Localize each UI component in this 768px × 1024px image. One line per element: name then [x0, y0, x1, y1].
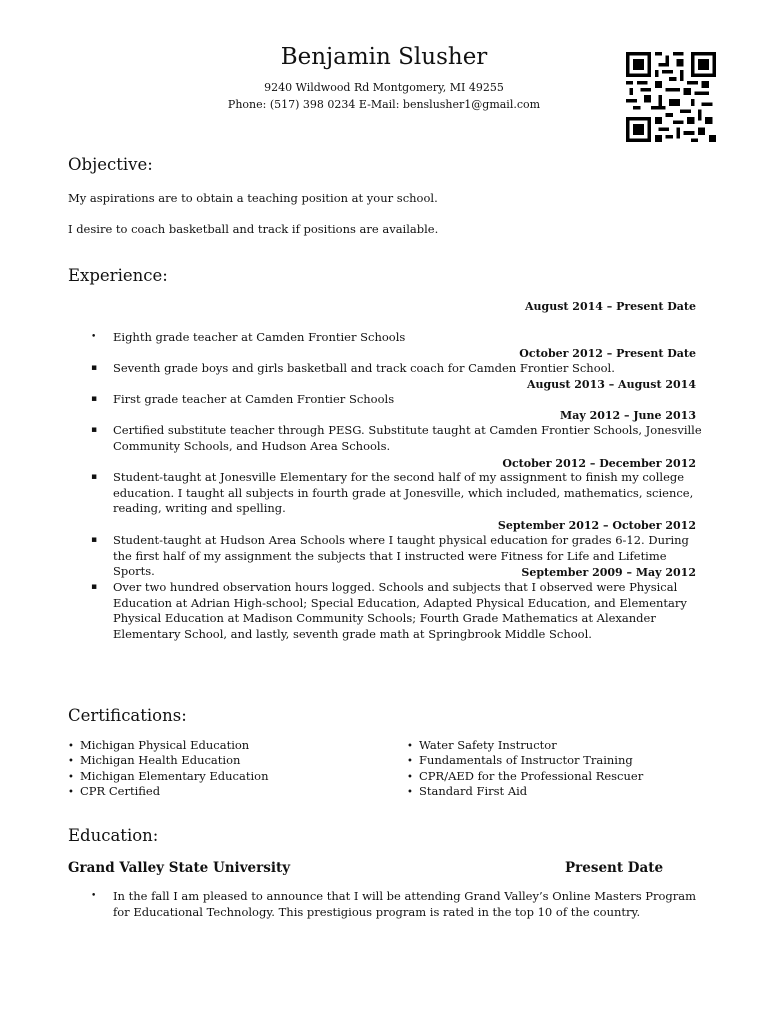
education-heading: Education: — [68, 826, 159, 845]
bullet-icon: ▪ — [91, 425, 98, 435]
experience-item: Seventh grade boys and girls basketball and track coach for Camden Frontier School. — [113, 361, 615, 375]
certification-item: • Michigan Physical Education — [68, 738, 250, 752]
experience-item: Student-taught at Hudson Area Schools where I taught physical education for grades 6-12. During the first half of my assignment the subjects that I instructed were Fitness for Life and Lifetime Sports. — [113, 533, 689, 578]
bullet-icon: ▪ — [91, 582, 98, 592]
bullet-icon: ▪ — [91, 363, 98, 373]
experience-heading: Experience: — [68, 266, 168, 285]
objective-heading: Objective: — [68, 155, 153, 174]
experience-date: September 2012 – October 2012 — [497, 519, 696, 532]
education-date: Present Date — [565, 860, 664, 876]
bullet-icon: ▪ — [91, 472, 98, 482]
bullet-icon: • — [91, 332, 97, 342]
experience-item: Certified substitute teacher through PESG. Substitute taught at Camden Frontier Schools, Jonesville Community Schools, and Hudson Area Schools. — [113, 423, 702, 453]
experience-item: Over two hundred observation hours logged. Schools and subjects that I observed were Physical Education at Adrian High-school; Special Education, Adapted Physical Education, and Elementary Physical Education at Madison Community Schools; Fourth Grade Mathematics at Alexander Elementary School, and lastly, seventh grade math at Springbrook Middle School. — [113, 580, 687, 641]
bullet-icon: • — [91, 891, 97, 901]
experience-item: First grade teacher at Camden Frontier Schools — [113, 392, 395, 406]
objective-line: I desire to coach basketball and track if positions are available. — [68, 222, 439, 236]
address-line: 9240 Wildwood Rd Montgomery, MI 49255 — [264, 81, 504, 94]
certification-item: • Michigan Elementary Education — [68, 769, 269, 783]
objective-line: My aspirations are to obtain a teaching position at your school. — [68, 191, 438, 205]
experience-date: October 2012 – Present Date — [519, 347, 696, 360]
certification-item: • Standard First Aid — [407, 784, 528, 798]
experience-date: October 2012 – December 2012 — [502, 457, 696, 470]
qr-code-icon — [626, 52, 716, 142]
certification-item: • CPR Certified — [68, 784, 161, 798]
bullet-icon: ▪ — [91, 394, 98, 404]
experience-date: May 2012 – June 2013 — [560, 409, 696, 422]
experience-date: September 2009 – May 2012 — [521, 566, 696, 579]
certification-item: • Water Safety Instructor — [407, 738, 557, 752]
contact-line: Phone: (517) 398 0234 E-Mail: benslusher1@gmail.com — [227, 98, 541, 111]
certification-item: • Fundamentals of Instructor Training — [407, 753, 633, 767]
certification-item: • Michigan Health Education — [68, 753, 241, 767]
education-detail: In the fall I am pleased to announce that I will be attending Grand Valley’s Online Masters Program for Educational Technology. This prestigious program is rated in the top 10 of the country. — [113, 889, 697, 919]
certifications-heading: Certifications: — [68, 706, 187, 725]
candidate-name: Benjamin Slusher — [280, 44, 488, 70]
experience-date: August 2014 – Present Date — [524, 300, 696, 313]
experience-item: Student-taught at Jonesville Elementary for the second half of my assignment to finish my college education. I taught all subjects in fourth grade at Jonesville, which included, mathematics, science, reading, writing and spelling. — [113, 470, 694, 515]
experience-item: Eighth grade teacher at Camden Frontier Schools — [113, 330, 406, 344]
bullet-icon: ▪ — [91, 535, 98, 545]
experience-date: August 2013 – August 2014 — [526, 378, 696, 391]
certification-item: • CPR/AED for the Professional Rescuer — [407, 769, 644, 783]
school-name: Grand Valley State University — [68, 860, 291, 876]
